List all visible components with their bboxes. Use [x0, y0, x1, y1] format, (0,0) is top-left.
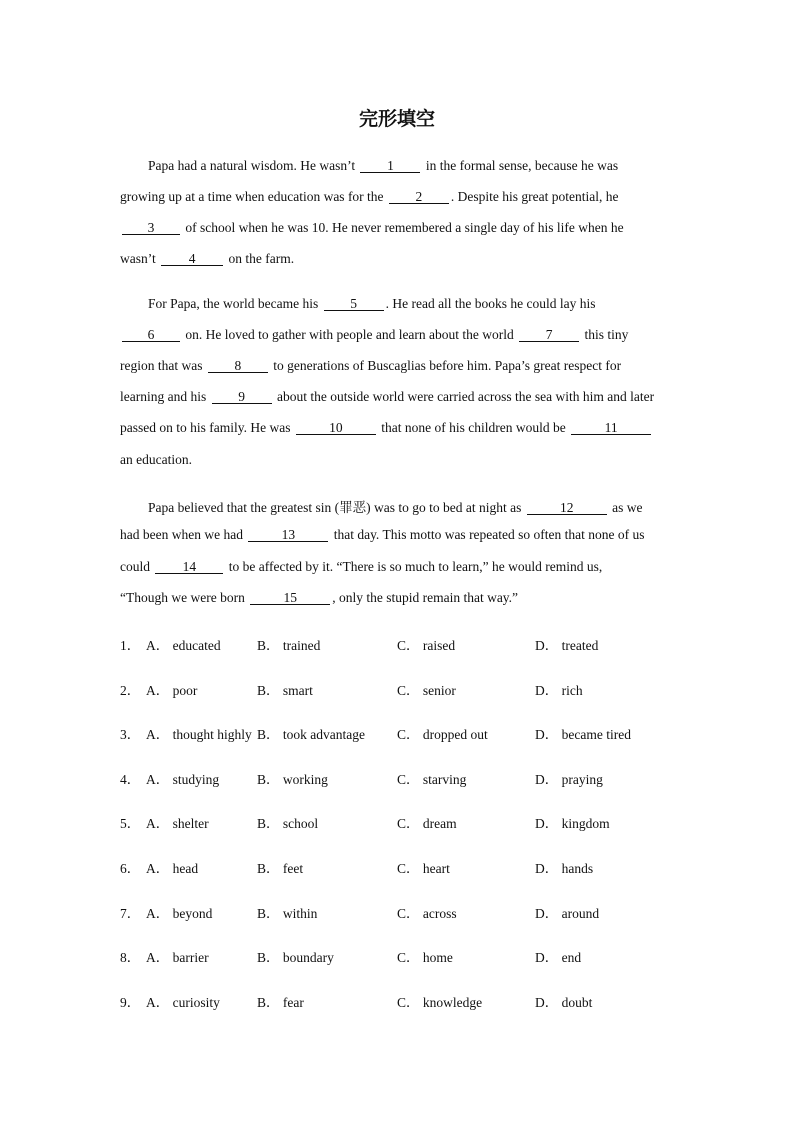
option-b: B． took advantage [257, 727, 365, 742]
question-row [120, 812, 720, 832]
passage-line [120, 559, 602, 575]
question-row [120, 679, 720, 699]
option-b: B． within [257, 906, 318, 921]
passage-text: region that was [120, 358, 206, 373]
passage-text: about the outside world were carried across the sea with him and later [273, 389, 655, 404]
option-d: D． around [535, 906, 600, 921]
blank-13: 13 [248, 528, 328, 542]
passage-text: to be affected by it. “There is so much to learn,” he would remind us, [225, 559, 603, 574]
blank-15: 15 [250, 591, 330, 605]
blank-7: 7 [519, 328, 579, 342]
passage-text: . He read all the books he could lay his [385, 296, 596, 311]
passage-line [120, 527, 645, 543]
option-b: B． working [257, 772, 328, 787]
option-d: D． hands [535, 861, 594, 876]
option-a: A． studying [146, 772, 220, 787]
question-number: 3． [120, 727, 141, 742]
option-b: B． smart [257, 683, 313, 698]
blank-11: 11 [571, 421, 651, 435]
question-number: 5． [120, 816, 141, 831]
option-c: C． knowledge [397, 995, 483, 1010]
passage-text: Papa had a natural wisdom. He wasn’t [148, 158, 359, 173]
option-b: B． feet [257, 861, 304, 876]
question-number: 4． [120, 772, 141, 787]
passage-text: , only the stupid remain that way.” [332, 590, 519, 605]
blank-5: 5 [324, 297, 384, 311]
blank-8: 8 [208, 359, 268, 373]
option-d: D． end [535, 950, 582, 965]
passage-text: this tiny [581, 327, 629, 342]
passage-text: growing up at a time when education was for the [120, 189, 387, 204]
blank-1: 1 [360, 159, 420, 173]
option-d: D． rich [535, 683, 583, 698]
option-a: A． poor [146, 683, 198, 698]
passage-line [120, 389, 654, 405]
passage-line [148, 158, 618, 174]
page-title: 完形填空 [358, 108, 435, 130]
option-d: D． treated [535, 638, 599, 653]
option-c: C． starving [397, 772, 467, 787]
question-number: 6． [120, 861, 141, 876]
option-c: C． across [397, 906, 457, 921]
blank-4: 4 [161, 252, 223, 266]
passage-text: in the formal sense, because he was [422, 158, 619, 173]
passage-text: passed on to his family. He was [120, 420, 294, 435]
option-c: C． heart [397, 861, 450, 876]
question-number: 7． [120, 906, 141, 921]
passage-line [120, 452, 192, 468]
passage-line [120, 189, 619, 205]
blank-12: 12 [527, 501, 607, 515]
question-row [120, 902, 720, 922]
passage-text: on the farm. [225, 251, 295, 266]
question-row [120, 723, 720, 743]
passage-text: Papa believed that the greatest sin (罪恶) was to go to bed at night as [148, 500, 525, 515]
blank-2: 2 [389, 190, 449, 204]
question-number: 8． [120, 950, 141, 965]
option-b: B． trained [257, 638, 321, 653]
passage-text: an education. [120, 452, 192, 467]
question-number: 2． [120, 683, 141, 698]
question-row [120, 991, 720, 1011]
question-row [120, 634, 720, 654]
option-c: C． dream [397, 816, 457, 831]
passage-line [120, 358, 621, 374]
option-a: A． curiosity [146, 995, 220, 1010]
option-b: B． school [257, 816, 319, 831]
option-a: A． educated [146, 638, 221, 653]
passage-text: learning and his [120, 389, 210, 404]
passage-text: “Though we were born [120, 590, 249, 605]
option-c: C． raised [397, 638, 456, 653]
option-d: D． doubt [535, 995, 593, 1010]
option-c: C． dropped out [397, 727, 488, 742]
option-c: C． home [397, 950, 453, 965]
passage-line [148, 296, 596, 312]
option-a: A． beyond [146, 906, 213, 921]
passage-line [120, 251, 294, 267]
question-row [120, 857, 720, 877]
passage-text: that none of his children would be [377, 420, 570, 435]
option-d: D． kingdom [535, 816, 610, 831]
question-row [120, 946, 720, 966]
passage-text: had been when we had [120, 527, 247, 542]
blank-9: 9 [212, 390, 272, 404]
option-a: A． thought highly [146, 727, 252, 742]
blank-14: 14 [155, 560, 223, 574]
passage-text: could [120, 559, 154, 574]
option-a: A． head [146, 861, 199, 876]
question-number: 9． [120, 995, 141, 1010]
passage-line [120, 420, 653, 436]
passage-text: on. He loved to gather with people and learn about the world [182, 327, 518, 342]
passage-text: of school when he was 10. He never remembered a single day of his life when he [182, 220, 624, 235]
option-b: B． boundary [257, 950, 334, 965]
passage-line [120, 220, 624, 236]
passage-line [120, 327, 628, 343]
passage-text: as we [608, 500, 643, 515]
option-d: D． became tired [535, 727, 631, 742]
passage-text: that day. This motto was repeated so often that none of us [330, 527, 645, 542]
passage-text: For Papa, the world became his [148, 296, 322, 311]
question-number: 1． [120, 638, 141, 653]
passage-line [120, 590, 518, 606]
passage-text: . Despite his great potential, he [450, 189, 619, 204]
option-b: B． fear [257, 995, 304, 1010]
blank-6: 6 [122, 328, 180, 342]
blank-3: 3 [122, 221, 180, 235]
passage-text: to generations of Buscaglias before him. Papa’s great respect for [269, 358, 622, 373]
question-row [120, 768, 720, 788]
option-c: C． senior [397, 683, 456, 698]
passage-text: wasn’t [120, 251, 160, 266]
option-d: D． praying [535, 772, 603, 787]
blank-10: 10 [296, 421, 376, 435]
option-a: A． shelter [146, 816, 209, 831]
option-a: A． barrier [146, 950, 209, 965]
passage-line [148, 496, 643, 516]
